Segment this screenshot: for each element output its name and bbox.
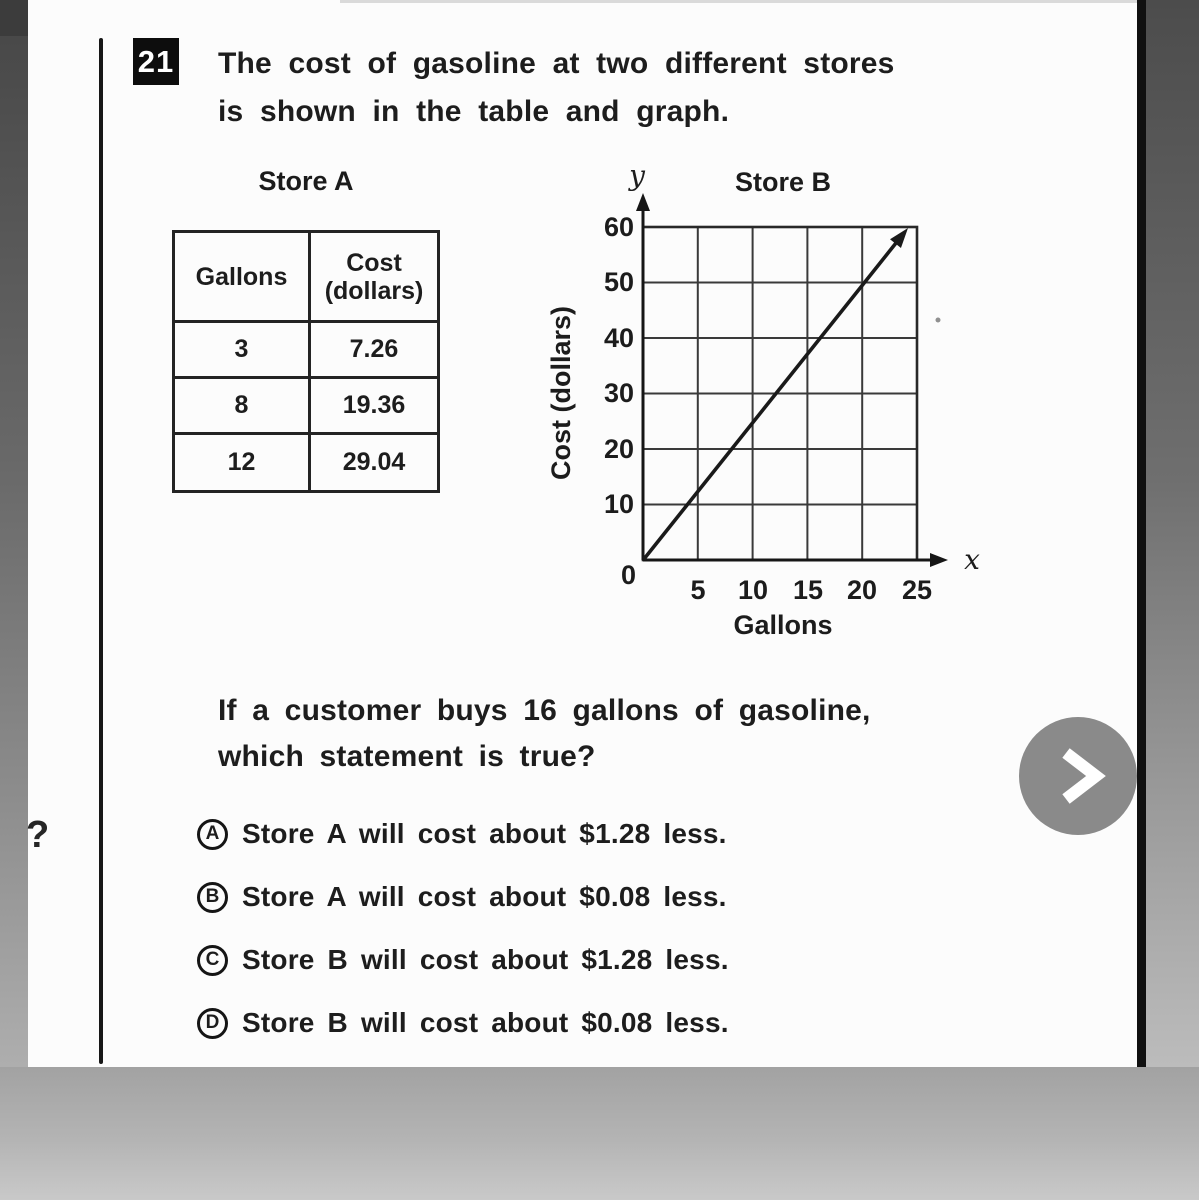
store-b-graph (540, 153, 985, 643)
ytick-30: 30 (603, 378, 634, 408)
table-row-1-cost: 19.36 (308, 376, 437, 432)
option-d-letter-circle: D (197, 1008, 228, 1039)
page-right-border (1137, 0, 1146, 1067)
y-axis-letter: y (629, 159, 645, 192)
question-line-1: If a customer buys 16 gallons of gasoline, (218, 694, 871, 727)
left-edge-dark-notch (0, 0, 31, 36)
option-b-letter-circle: B (197, 882, 228, 913)
origin-label: 0 (620, 560, 636, 590)
option-c-text: Store B will cost about $1.28 less. (242, 944, 729, 975)
question-number-badge: 21 (133, 38, 179, 85)
ytick-50: 50 (603, 267, 634, 297)
xtick-25: 25 (901, 575, 933, 605)
next-button[interactable] (1019, 717, 1137, 835)
question-bracket-line (99, 38, 103, 1064)
option-d-text: Store B will cost about $0.08 less. (242, 1007, 729, 1038)
xtick-10: 10 (737, 575, 769, 605)
column-header-gallons: Gallons (195, 262, 288, 291)
question-stem (218, 688, 938, 780)
x-axis-arrowhead (930, 553, 948, 567)
cost-header-line2: (dollars) (324, 276, 424, 305)
table-row-2-gallons: 12 (175, 432, 308, 490)
xtick-5: 5 (690, 575, 706, 605)
option-c-letter-circle: C (197, 945, 228, 976)
table-row-1-gallons: 8 (175, 376, 308, 432)
option-b-text: Store A will cost about $0.08 less. (242, 881, 727, 912)
option-c (197, 939, 729, 981)
x-axis-letter: x (964, 543, 980, 576)
chevron-right-icon (1019, 717, 1137, 835)
option-b (197, 876, 727, 918)
store-a-table (172, 230, 440, 493)
page-top-edge-shadow (340, 0, 1137, 3)
option-d (197, 1002, 729, 1044)
ytick-20: 20 (603, 434, 634, 464)
stray-question-mark: ? (26, 814, 50, 856)
option-a (197, 813, 727, 855)
xtick-15: 15 (792, 575, 824, 605)
ytick-60: 60 (603, 212, 634, 242)
chart-title: Store B (734, 167, 832, 197)
bottom-gray-band (0, 1067, 1199, 1200)
store-a-title: Store A (258, 166, 354, 196)
prompt-line-1: The cost of gasoline at two different stores (218, 47, 895, 80)
y-axis-label: Cost (dollars) (546, 305, 576, 481)
y-axis-arrowhead (636, 193, 650, 211)
scan-speck (936, 318, 941, 323)
right-edge-gradient (1146, 0, 1199, 1067)
x-axis-label: Gallons (733, 610, 833, 640)
question-line-2: which statement is true? (218, 740, 596, 773)
table-row-2-cost: 29.04 (308, 432, 437, 490)
table-row-0-gallons: 3 (175, 320, 308, 376)
table-row-0-cost: 7.26 (308, 320, 437, 376)
option-a-text: Store A will cost about $1.28 less. (242, 818, 727, 849)
xtick-20: 20 (846, 575, 878, 605)
question-prompt (218, 40, 963, 136)
left-edge-gradient (0, 0, 28, 1067)
column-header-cost (308, 233, 437, 320)
option-a-letter-circle: A (197, 819, 228, 850)
prompt-line-2: is shown in the table and graph. (218, 95, 730, 128)
ytick-10: 10 (603, 489, 634, 519)
ytick-40: 40 (603, 323, 634, 353)
cost-header-line1: Cost (346, 248, 402, 277)
